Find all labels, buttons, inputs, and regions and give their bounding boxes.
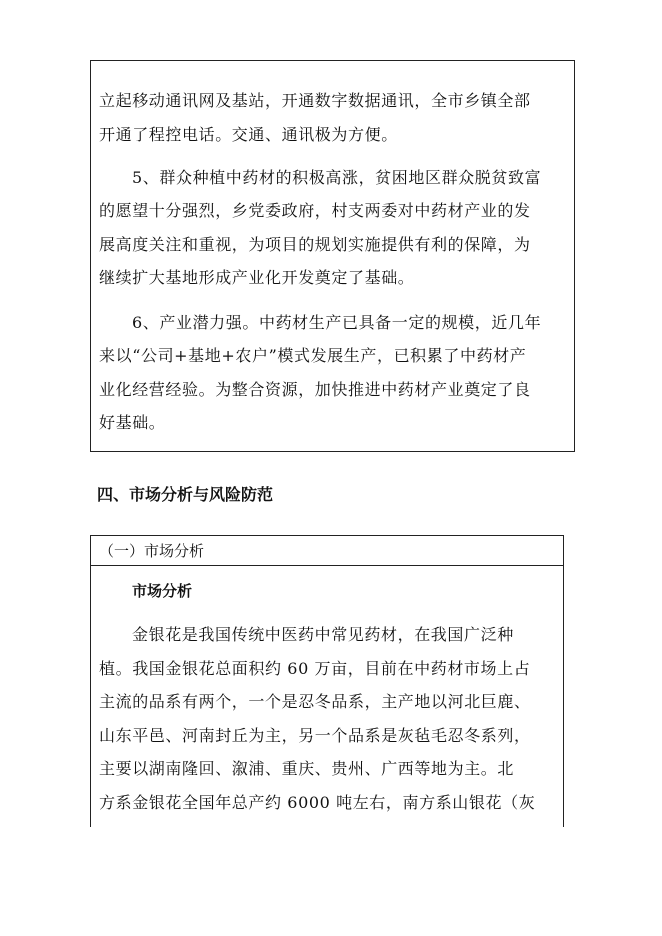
row-header-label: （一）市场分析 (99, 542, 205, 560)
body-text-line: 立起移动通讯网及基站，开通数字数据通讯，全市乡镇全部 (99, 91, 531, 110)
body-text-line: 的愿望十分强烈，乡党委政府，村支两委对中药材产业的发 (99, 201, 531, 220)
table-row-header (91, 536, 563, 566)
body-text-line: 主流的品系有两个，一个是忍冬品系，主产地以河北巨鹿、 (99, 692, 531, 711)
subheading: 市场分析 (132, 582, 193, 600)
market-analysis-box (90, 535, 564, 827)
body-text-line: 展高度关注和重视，为项目的规划实施提供有利的保障，为 (99, 235, 531, 254)
body-text-line: 业化经营经验。为整合资源，加快推进中药材产业奠定了良 (99, 380, 531, 399)
body-text-line: 金银花是我国传统中医药中常见药材，在我国广泛种 (132, 625, 514, 644)
body-text-line: 方系金银花全国年总产约 6000 吨左右，南方系山银花（灰 (99, 793, 536, 812)
body-text-line: 来以“公司+基地+农户”模式发展生产，已积累了中药材产 (99, 346, 527, 365)
body-text-line: 山东平邑、河南封丘为主，另一个品系是灰毡毛忍冬系列， (99, 726, 531, 745)
body-text-line: 植。我国金银花总面积约 60 万亩，目前在中药材市场上占 (99, 659, 531, 678)
body-text-line: 开通了程控电话。交通、通讯极为方便。 (99, 125, 398, 144)
project-conditions-box (90, 60, 575, 452)
body-text-line: 主要以湖南隆回、溆浦、重庆、贵州、广西等地为主。北 (99, 759, 515, 778)
body-text-line: 5、群众种植中药材的积极高涨，贫困地区群众脱贫致富 (132, 168, 542, 187)
body-text-line: 6、产业潜力强。中药材生产已具备一定的规模，近几年 (132, 313, 542, 332)
section-heading: 四、市场分析与风险防范 (97, 485, 274, 504)
body-text-line: 好基础。 (99, 413, 166, 432)
body-text-line: 继续扩大基地形成产业化开发奠定了基础。 (99, 268, 415, 287)
